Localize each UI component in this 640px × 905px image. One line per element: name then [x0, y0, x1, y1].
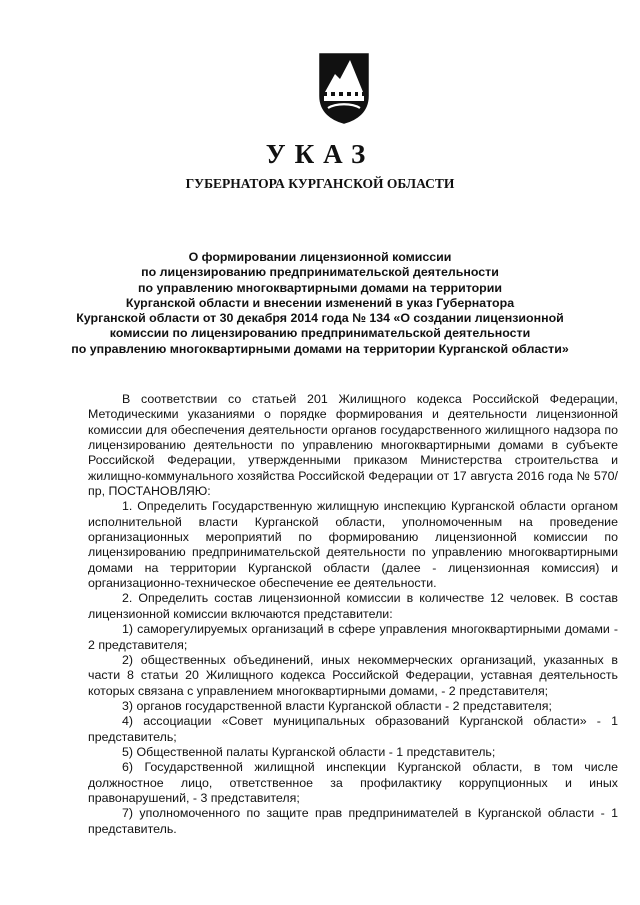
- heading-line: Курганской области и внесении изменений в указ Губернатора: [125, 295, 515, 310]
- heading-line: комиссии по лицензированию предпринимательской деятельности: [109, 326, 531, 341]
- heading-line: по управлению многоквартирными домами на территории Курганской области»: [71, 341, 569, 356]
- heading-line: по управлению многоквартирными домами на территории: [138, 280, 502, 295]
- subitem-3: 3) органов государственной власти Курганской области - 2 представителя;: [122, 698, 552, 713]
- subitem-7: 7) уполномоченного по защите прав предпринимателей в Курганской области - 1 представитель.: [88, 806, 618, 836]
- kurgan-coat-of-arms-icon: [318, 52, 370, 124]
- subitem-6: 6) Государственной жилищной инспекции Курганской области, в том числе должностное лицо, ответственное за профилактику коррупционных и иных правонарушений, - 3 представителя;: [88, 760, 618, 805]
- point-1-paragraph: 1. Определить Государственную жилищную инспекцию Курганской области органом исполнительной власти Курганской области, уполномоченным на проведение организационных мероприятий по формированию лицензионной комиссии по лицензированию предпринимательской деятельности по управлению многоквартирными домами на территории Курганской области (далее - лицензионная комиссия) и организационно-техническое обеспечение ее деятельности.: [88, 499, 618, 591]
- subitem-4: 4) ассоциации «Совет муниципальных образований Курганской области» - 1 представитель;: [88, 714, 618, 744]
- document-heading: [40, 250, 600, 357]
- document-body: [88, 392, 618, 837]
- decree-issuer: ГУБЕРНАТОРА КУРГАНСКОЙ ОБЛАСТИ: [185, 176, 455, 191]
- heading-line: О формировании лицензионной комиссии: [188, 250, 452, 264]
- heading-line: Курганской области от 30 декабря 2014 года № 134 «О создании лицензионной: [76, 311, 564, 326]
- subitem-1: 1) саморегулируемых организаций в сфере управления многоквартирными домами - 2 представителя;: [88, 622, 618, 652]
- subitem-2: 2) общественных объединений, иных некоммерческих организаций, указанных в части 8 статьи 20 Жилищного кодекса Российской Федерации, уставная деятельность которых связана с управлением многоквартирными домами, - 2 представителя;: [88, 652, 618, 698]
- subitem-5: 5) Общественной палаты Курганской области - 1 представитель;: [122, 744, 496, 759]
- preamble-paragraph: В соответствии со статьей 201 Жилищного кодекса Российской Федерации, Методическими указаниями о порядке формирования и деятельности лицензионной комиссии для обеспечения деятельности органов государственного жилищного надзора по лицензированию деятельности по управлению многоквартирными домами в субъекте Российской Федерации, утвержденными приказом Министерства строительства и жилищно-коммунального хозяйства Российской Федерации от 17 августа 2016 года № 570/пр, ПОСТАНОВЛЯЮ:: [88, 392, 618, 499]
- heading-line: по лицензированию предпринимательской деятельности: [141, 265, 499, 280]
- point-2-paragraph: 2. Определить состав лицензионной комиссии в количестве 12 человек. В состав лицензионной комиссии включаются представители:: [88, 591, 618, 621]
- decree-title: УКАЗ: [265, 139, 375, 169]
